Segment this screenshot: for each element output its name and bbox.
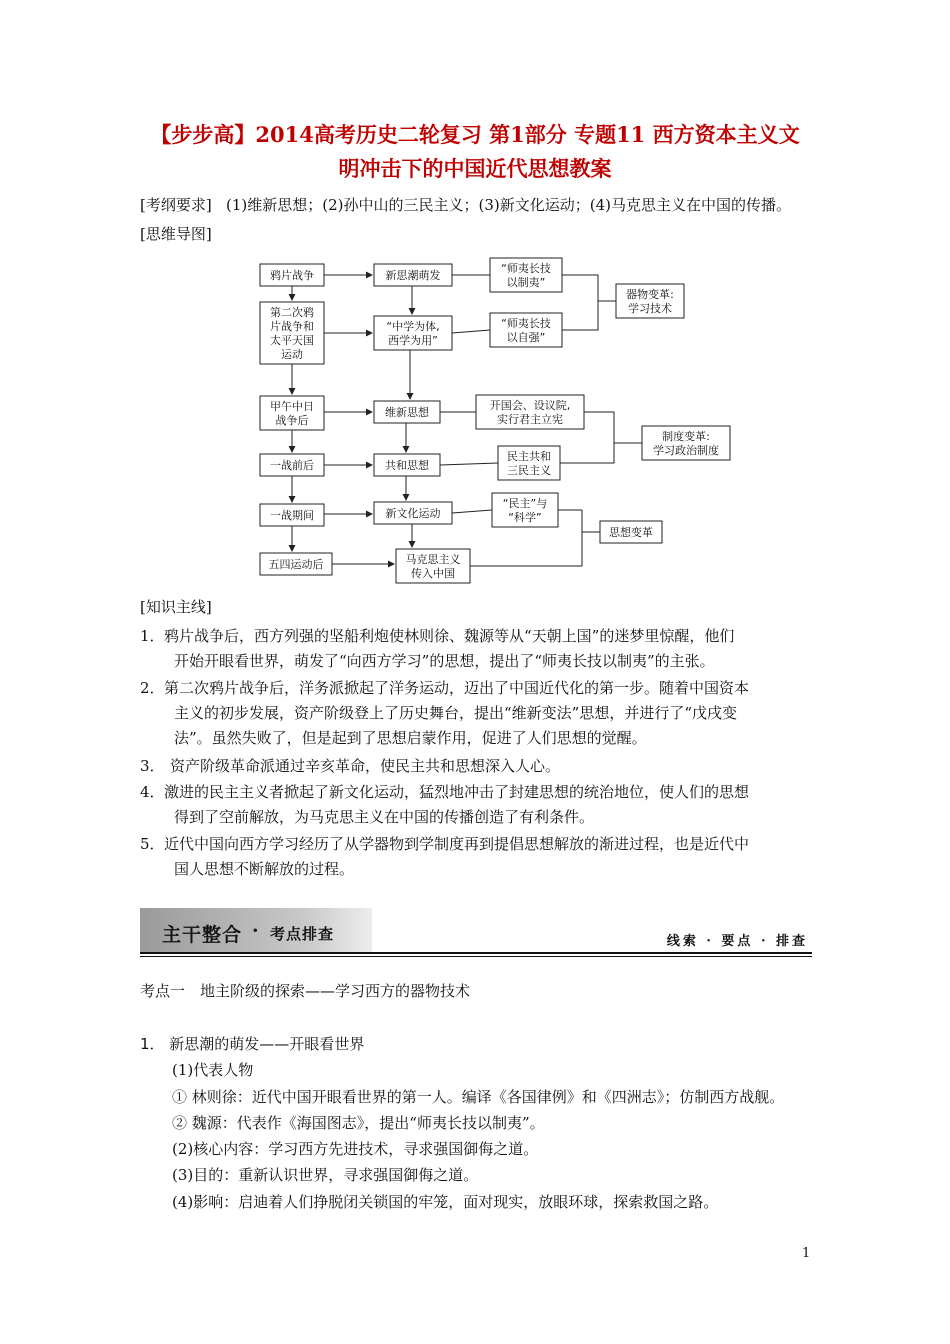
svg-text:甲午中日: 甲午中日 <box>270 400 314 413</box>
content-line-1: (1)代表人物 <box>172 1061 254 1079</box>
svg-text:以自强”: 以自强” <box>506 331 546 344</box>
svg-text:“科学”: “科学” <box>508 511 542 524</box>
banner-dot: · <box>252 920 259 942</box>
svg-text:“民主”与: “民主”与 <box>502 497 548 510</box>
label-opium-war: 鸦片战争 <box>270 269 314 282</box>
section-heading: 考点一 地主阶级的探索——学习西方的器物技术 <box>140 982 471 1000</box>
knowledge-item-5: 5． 近代中国向西方学习经历了从学器物到学制度再到提倡思想解放的渐进过程，也是近代中 国人思想不断解放的过程。 <box>140 835 750 878</box>
svg-text:开国会、设议院,: 开国会、设议院, <box>489 399 571 412</box>
svg-text:一战期间: 一战期间 <box>270 509 314 522</box>
svg-text:传入中国: 传入中国 <box>411 567 455 580</box>
svg-text:制度变革:: 制度变革: <box>662 430 710 443</box>
svg-text:第二次鸦: 第二次鸦 <box>270 306 314 319</box>
section-subheading: 1． 新思潮的萌发——开眼看世界 <box>140 1035 365 1053</box>
banner-rule-thin <box>140 956 812 957</box>
knowledge-item-1: 1． 鸦片战争后，西方列强的坚船利炮使林则徐、魏源等从“天朝上国”的迷梦里惊醒，他们 开始开眼看世界，萌发了“向西方学习”的思想，提出了“师夷长技以制夷”的主张。 <box>140 627 735 670</box>
svg-text:思想变革: 思想变革 <box>609 526 653 539</box>
requirements-text: (1)维新思想；(2)孙中山的三民主义；(3)新文化运动；(4)马克思主义在中国的传播。 <box>226 196 792 214</box>
banner-subtitle: 考点排查 <box>270 925 335 943</box>
svg-text:学习政治制度: 学习政治制度 <box>653 444 719 457</box>
content-line-3: ② 魏源：代表作《海国图志》，提出“师夷长技以制夷”。 <box>172 1114 545 1132</box>
svg-text:战争后: 战争后 <box>275 414 309 427</box>
svg-text:片战争和: 片战争和 <box>270 320 314 333</box>
knowledge-item-2: 2． 第二次鸦片战争后，洋务派掀起了洋务运动，迈出了中国近代化的第一步。随着中国资本 主义的初步发展，资产阶级登上了历史舞台，提出“维新变法”思想，并进行了“戊戌变 法”。虽然失败了，但是起到了思想启蒙作用，促进了人们思想的觉醒。 <box>140 679 750 747</box>
page-number: 1 <box>802 1246 811 1261</box>
svg-text:新文化运动: 新文化运动 <box>385 507 441 520</box>
svg-text:五四运动后: 五四运动后 <box>268 558 324 571</box>
banner-rule-thick <box>140 952 812 954</box>
svg-text:西学为用”: 西学为用” <box>388 334 438 347</box>
svg-text:学习技术: 学习技术 <box>628 302 672 315</box>
svg-text:运动: 运动 <box>281 348 303 361</box>
content-line-4: (2)核心内容：学习西方先进技术，寻求强国御侮之道。 <box>172 1140 539 1158</box>
banner-main-title: 主干整合 <box>162 924 243 946</box>
section-banner <box>140 908 812 956</box>
title-line-2: 明冲击下的中国近代思想教案 <box>338 156 612 181</box>
svg-text:马克思主义: 马克思主义 <box>405 553 461 566</box>
svg-text:维新思想: 维新思想 <box>385 406 429 419</box>
mindmap-label: [思维导图] <box>140 225 212 243</box>
banner-right-text: 线索 · 要点 · 排查 <box>666 934 808 949</box>
svg-text:太平天国: 太平天国 <box>270 334 314 347</box>
mind-map-diagram <box>0 0 950 600</box>
svg-text:民主共和: 民主共和 <box>507 450 551 463</box>
svg-text:“中学为体,: “中学为体, <box>386 320 440 333</box>
svg-text:“师夷长技: “师夷长技 <box>501 317 551 330</box>
svg-text:“师夷长技: “师夷长技 <box>501 262 551 275</box>
content-line-6: (4)影响：启迪着人们挣脱闭关锁国的牢笼，面对现实，放眼环球，探索救国之路。 <box>172 1193 719 1211</box>
knowledge-item-3: 3． 资产阶级革命派通过辛亥革命，使民主共和思想深入人心。 <box>140 757 561 775</box>
svg-text:实行君主立宪: 实行君主立宪 <box>497 413 563 426</box>
svg-text:三民主义: 三民主义 <box>507 464 551 477</box>
svg-text:共和思想: 共和思想 <box>385 459 429 472</box>
knowledge-label: [知识主线] <box>140 598 212 616</box>
svg-text:以制夷”: 以制夷” <box>506 276 546 289</box>
knowledge-item-4: 4． 激进的民主主义者掀起了新文化运动，猛烈地冲击了封建思想的统治地位，使人们的思想 得到了空前解放，为马克思主义在中国的传播创造了有利条件。 <box>140 783 750 826</box>
content-line-2: ① 林则徐：近代中国开眼看世界的第一人。编译《各国律例》和《四洲志》；仿制西方战舰。 <box>172 1088 785 1106</box>
title-line-1: 【步步高】2014高考历史二轮复习 第1部分 专题11 西方资本主义文 <box>150 122 800 147</box>
svg-text:新思潮萌发: 新思潮萌发 <box>385 269 441 282</box>
svg-text:器物变革:: 器物变革: <box>626 288 674 301</box>
content-line-5: (3)目的：重新认识世界，寻求强国御侮之道。 <box>172 1166 479 1184</box>
svg-text:一战前后: 一战前后 <box>270 459 314 472</box>
requirements-label: [考纲要求] <box>140 196 212 214</box>
